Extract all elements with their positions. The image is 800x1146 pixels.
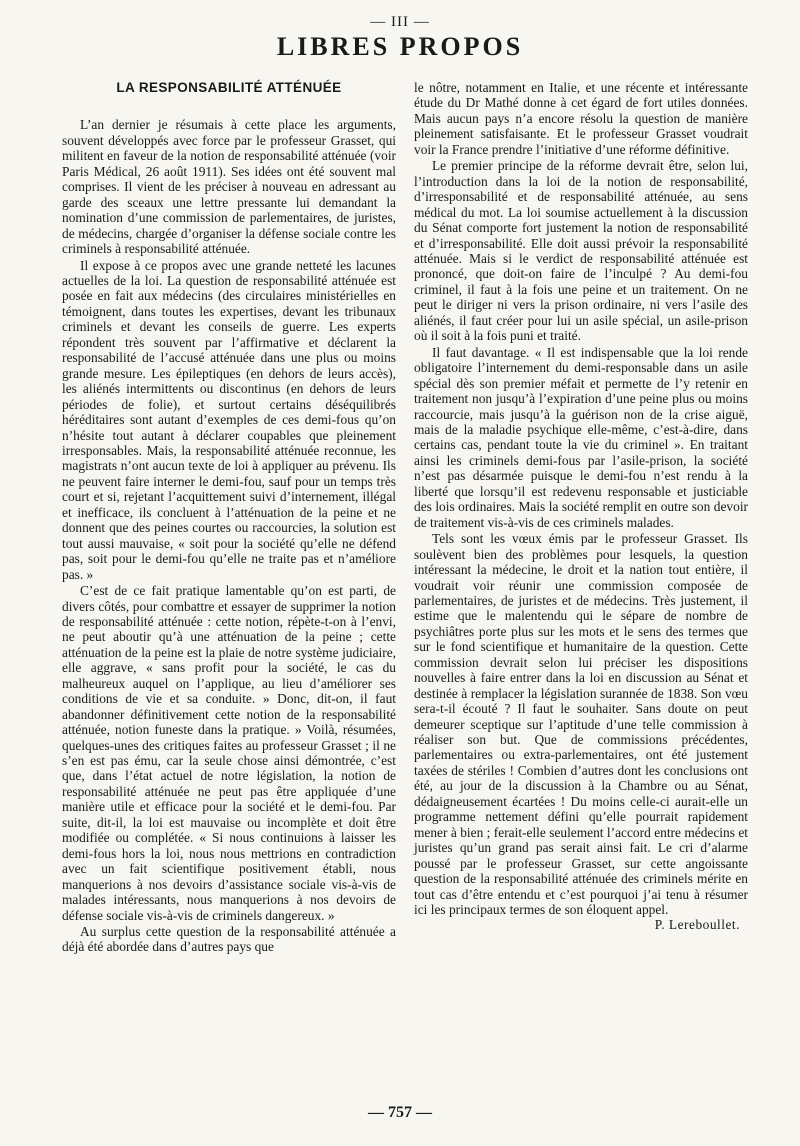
section-title: LIBRES PROPOS	[276, 32, 524, 61]
page-number: — 757 —	[368, 1104, 432, 1121]
paragraph: C’est de ce fait pratique lamentable qu’on est parti, de divers côtés, pour combattre et essayer de supprimer la notion de responsabilité atténuée : cette notion, répète-t-on à l’envi, ne peut aboutir qu’à une atténuation de la peine ; cette atténuation de la peine est la plaie de notre système judiciaire, elle aggrave, « sans profit pour la société, le cas du malheureux auquel on l’applique, au lieu d’améliorer ses conditions de vie et sa conduite. » Donc, dit-on, il faut abandonner définitivement cette notion de la responsabilité atténuée, notion funeste dans la pratique. » Voilà, résumées, quelques-unes des critiques faites au professeur Grasset ; il ne s’en est pas ému, car la seule chose ainsi démontrée, c’est que, dans l’état actuel de notre législation, la notion de responsabilité atténuée ne peut pas être appliquée d’une manière utile et efficace pour la société et le demi-fou. Par suite, dit-il, la loi est mauvaise ou incomplète et doit être modifiée ou complétée. « Si nous continuions à laisser les demi-fous hors la loi, nous nous mettrions en contradiction avec un fait scientifique positivement établi, nous manquerions à nos devoirs d’assistance sociale vis-à-vis de malades intéressants, nous manquerions à nos devoirs de défense sociale vis-à-vis de criminels dangereux. »	[62, 583, 396, 923]
paragraph: Il expose à ce propos avec une grande netteté les lacunes actuelles de la loi. La question de responsabilité atténuée est posée en fait aux médecins (des circulaires ministérielles en témoignent, dans toutes les expertises, devant les tribunaux criminels et devant les conseils de guerre. Les experts répondent très souvent par l’affirmative et déclarent la responsabilité de l’accusé atténuée dans une plus ou moins grande mesure. Les épileptiques (en dehors de leurs accès), les aliénés intermittents ou discontinus (en dehors de leurs périodes de folie), et surtout certains déséquilibrés héréditaires sont autant d’exemples de ces demi-fous qu’on n’hésite tout autant à déclarer coupables que pleinement irresponsables. Mais, la responsabilité atténuée reconnue, les magistrats n’ont aucun texte de loi à appliquer au prévenu. Ils ne peuvent faire interner le demi-fou, sauf pour un temps très court et si, rejetant l’acquittement suivi d’internement, illégal et inefficace, ils concluent à l’atténuation de la peine et ne donnent que des peines courtes ou raccourcies, la solution est tout aussi mauvaise, « soit pour la société qu’elle ne défend pas, soit pour le demi-fou qu’elle ne traite pas et n’améliore pas. »	[62, 257, 396, 582]
paragraph: Au surplus cette question de la responsabilité atténuée a déjà été abordée dans d’autres pays que	[62, 924, 396, 955]
paragraph: Tels sont les vœux émis par le professeur Grasset. Ils soulèvent bien des problèmes pour lesquels, la question intéressant la médecine, le droit et la nation tout entière, il voudrait voir réunir une commission composée de parlementaires, de juristes et de médecins. Très justement, il estime que le malentendu qui le sépare de nombre de psychiâtres porte plus sur les mots et le sens des termes que sur le fond scientifique et humanitaire de la question. Cette commission devrait selon lui préciser les dispositions nouvelles à faire entrer dans la loi en discussion au Sénat et destinée à remplacer la législation surannée de 1838. Son vœu sera-t-il écouté ? Il faut le souhaiter. Sans doute on peut demeurer sceptique sur l’aptitude d’une telle commission à réaliser son but. Que de commissions précédentes, parlementaires ou extra-parlementaires, ont été justement taxées de stériles ! Combien d’autres dont les conclusions ont été, au jour de la discussion à la Chambre ou au Sénat, dédaigneusement écartées ! Du moins celle-ci aurait-elle un programme nettement défini qu’elle pourrait rapidement mener à bien ; ferait-elle seulement l’accord entre médecins et juristes qu’un grand pas serait ainsi fait. Le cri d’alarme poussé par le professeur Grasset, sur cette angoissante question de la responsabilité atténuée des criminels mérite en tout cas d’être entendu et c’est pourquoi j’ai tenu à résumer ici les principaux termes de son éloquent appel.	[414, 531, 748, 918]
right-column	[414, 80, 748, 933]
paragraph: L’an dernier je résumais à cette place les arguments, souvent développés avec force par le professeur Grasset, qui militent en faveur de la notion de responsabilité atténuée (voir Paris Médical, 26 août 1911). Ses idées ont été souvent mal comprises. Il vient de les préciser à nouveau en adressant au garde des sceaux une lettre pressante lui demandant la nomination d’une commission de parlementaires, de juristes, de médecins, chargée d’organiser la défense sociale contre les criminels à responsabilité atténuée.	[62, 117, 396, 257]
article-title: LA RESPONSABILITÉ ATTÉNUÉE	[116, 80, 342, 95]
author-signature: P. Lereboullet.	[654, 917, 740, 933]
paragraph: Le premier principe de la réforme devrait être, selon lui, l’introduction dans la loi de la notion de responsabilité, d’irresponsabilité et de responsabilité atténuée, au sens médical du mot. La loi soumise actuellement à la discussion du Sénat comporte fort justement la notion de responsabilité et d’irresponsabilité. Elle doit aussi prévoir la responsabilité atténuée. Mais si le verdict de responsabilité atténuée est prononcé, que doit-on faire de l’inculpé ? Au demi-fou criminel, il faut à la fois une peine et un traitement. On ne peut le diriger ni vers la prison ordinaire, ni vers l’asile des aliénés, il faut créer pour lui un asile spécial, un asile-prison où il soit à la fois puni et traité.	[414, 158, 748, 344]
page-roman-number: — III —	[370, 14, 430, 30]
paragraph: le nôtre, notamment en Italie, et une récente et intéressante étude du Dr Mathé donne à cet égard de fort utiles données. Mais aucun pays n’a encore résolu la question de manière pleinement satisfaisante. Et le professeur Grasset voudrait voir la France prendre l’initiative d’une réforme définitive.	[414, 80, 748, 157]
left-column	[62, 82, 396, 955]
paragraph: Il faut davantage. « Il est indispensable que la loi rende obligatoire l’internement du demi-responsable dans un asile spécial dès son premier méfait et permette de l’y retenir en traitement non jusqu’à l’expiration d’une peine plus ou moins raccourcie, mais jusqu’à la guérison non de la crise aiguë, mais de la maladie psychique elle-même, c’est-à-dire, dans certains cas, pendant toute la vie du criminel ». En traitant ainsi les criminels demi-fous par l’asile-prison, la société n’est pas désarmée puisque le demi-fou n’est rendu à la liberté que lorsqu’il est redevenu responsable et justiciable des lois ordinaires. Mais la société remplit en outre son devoir de traitement vis-à-vis de ces criminels malades.	[414, 344, 748, 530]
